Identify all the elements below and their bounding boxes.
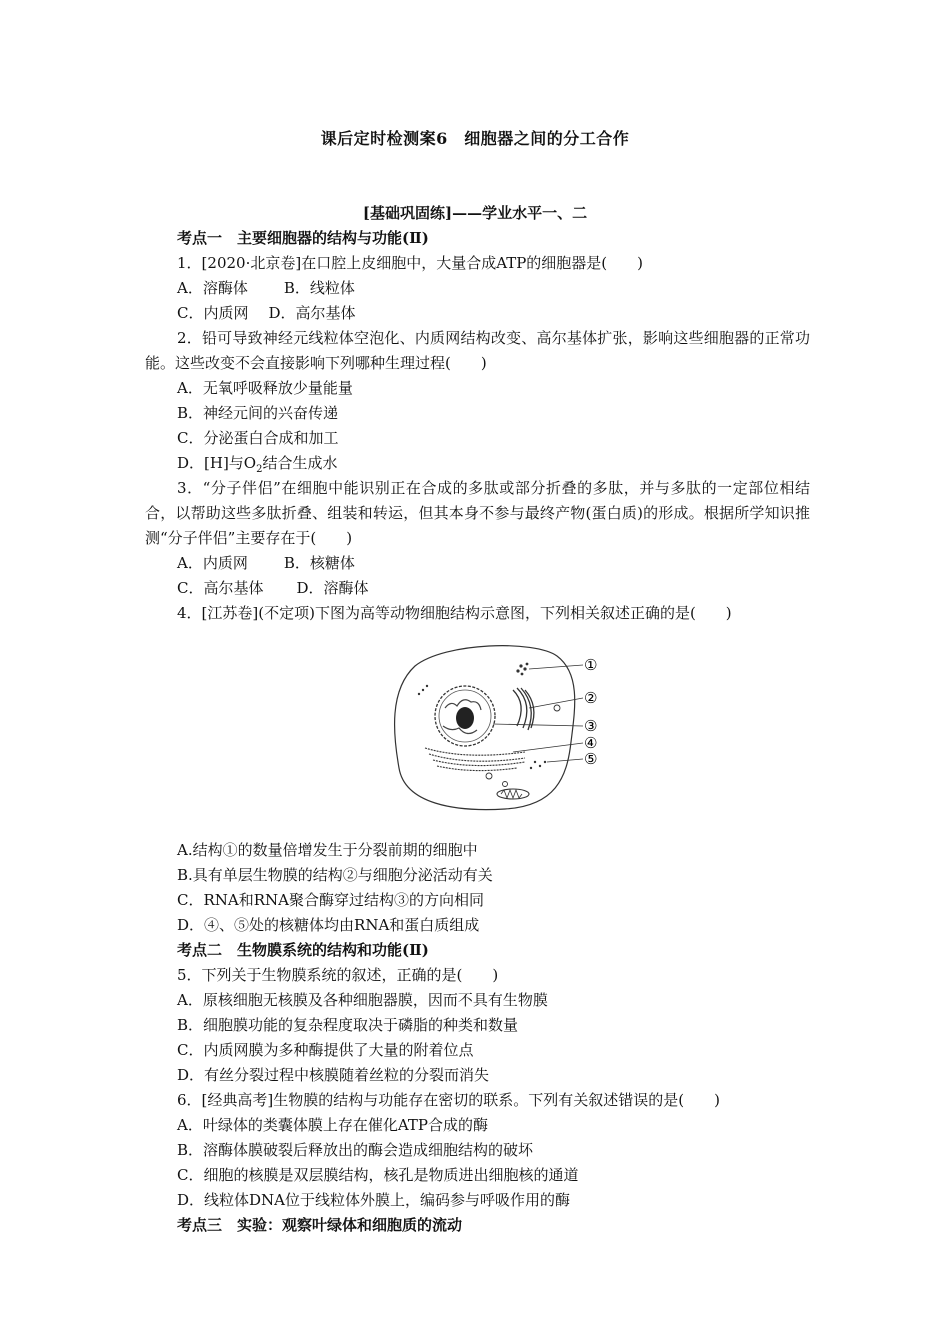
diagram-label-3: ③ xyxy=(584,717,598,735)
option-2c: C．分泌蛋白合成和加工 xyxy=(177,429,339,447)
option-1a: A．溶酶体 xyxy=(177,279,248,297)
option-2d: D．[H]与$O_2$结合生成水 xyxy=(177,454,338,475)
golgi-apparatus xyxy=(513,688,534,730)
option-4a: A.结构①的数量倍增发生于分裂前期的细胞中 xyxy=(177,841,478,859)
option-6d: D．线粒体DNA位于线粒体外膜上，编码参与呼吸作用的酶 xyxy=(177,1191,571,1209)
cell-diagram-figure xyxy=(145,626,810,838)
option-5b: B．细胞膜功能的复杂程度取决于磷脂的种类和数量 xyxy=(177,1016,519,1034)
option-1d: D．高尔基体 xyxy=(268,304,356,322)
question-4-stem: 4．[江苏卷](不定项)下图为高等动物细胞结构示意图，下列相关叙述正确的是( ) xyxy=(177,604,732,622)
cell-membrane xyxy=(395,646,575,810)
content-body xyxy=(145,226,810,1238)
option-1c: C．内质网 xyxy=(177,304,249,322)
topic-heading-1: 考点一 主要细胞器的结构与功能(Ⅱ) xyxy=(177,229,429,247)
question-5-stem: 5．下列关于生物膜系统的叙述，正确的是( ) xyxy=(177,966,499,984)
option-3c: C．高尔基体 xyxy=(177,579,264,597)
page-title: 课后定时检测案6 细胞器之间的分工合作 xyxy=(320,129,630,148)
nucleolus xyxy=(456,707,474,729)
diagram-label-4: ④ xyxy=(584,734,598,752)
animal-cell-diagram xyxy=(385,638,615,814)
question-3-stem: 3．“分子伴侣”在细胞中能识别正在合成的多肽或部分折叠的多肽，并与多肽的一定部位相结合，以帮助这些多肽折叠、组装和转运，但其本身不参与最终产物(蛋白质)的形成。根据所学知识推测“分子伴侣”主要存在于( ) xyxy=(145,479,810,547)
option-2a: A．无氧呼吸释放少量能量 xyxy=(177,379,353,397)
option-5a: A．原核细胞无核膜及各种细胞器膜，因而不具有生物膜 xyxy=(177,991,548,1009)
option-1b: B．线粒体 xyxy=(283,279,355,297)
subscript-2: 2 xyxy=(256,464,263,475)
question-3-options-ab xyxy=(145,551,810,576)
diagram-label-1: ① xyxy=(584,656,598,674)
option-5c: C．内质网膜为多种酶提供了大量的附着位点 xyxy=(177,1041,474,1059)
section-heading: [基础巩固练]——学业水平一、二 xyxy=(362,204,588,222)
option-5d: D．有丝分裂过程中核膜随着丝粒的分裂而消失 xyxy=(177,1066,490,1084)
question-2-stem: 2．铅可导致神经元线粒体空泡化、内质网结构改变、高尔基体扩张，影响这些细胞器的正常功能。这些改变不会直接影响下列哪种生理过程( ) xyxy=(145,329,810,372)
option-2b: B．神经元间的兴奋传递 xyxy=(177,404,339,422)
endoplasmic-reticulum xyxy=(425,748,525,771)
option-3d: D．溶酶体 xyxy=(296,579,369,597)
option-4d: D．④、⑤处的核糖体均由RNA和蛋白质组成 xyxy=(177,916,480,934)
option-6b: B．溶酶体膜破裂后释放出的酶会造成细胞结构的破坏 xyxy=(177,1141,534,1159)
option-4b: B.具有单层生物膜的结构②与细胞分泌活动有关 xyxy=(177,866,493,884)
question-1-stem: 1．[2020·北京卷]在口腔上皮细胞中，大量合成ATP的细胞器是( ) xyxy=(177,254,644,272)
diagram-label-5: ⑤ xyxy=(584,750,598,768)
option-4c: C．RNA和RNA聚合酶穿过结构③的方向相同 xyxy=(177,891,484,909)
topic-heading-2: 考点二 生物膜系统的结构和功能(Ⅱ) xyxy=(177,941,429,959)
question-3-options-cd xyxy=(145,576,810,601)
option-3a: A．内质网 xyxy=(177,554,248,572)
topic-heading-3: 考点三 实验：观察叶绿体和细胞质的流动 xyxy=(177,1216,463,1234)
option-6c: C．细胞的核膜是双层膜结构，核孔是物质进出细胞核的通道 xyxy=(177,1166,579,1184)
question-1-options-ab xyxy=(145,276,810,301)
question-6-stem: 6．[经典高考]生物膜的结构与功能存在密切的联系。下列有关叙述错误的是( ) xyxy=(177,1091,720,1109)
option-3b: B．核糖体 xyxy=(283,554,355,572)
question-1-options-cd xyxy=(145,301,810,326)
diagram-label-2: ② xyxy=(584,689,598,707)
option-6a: A．叶绿体的类囊体膜上存在催化ATP合成的酶 xyxy=(177,1116,488,1134)
